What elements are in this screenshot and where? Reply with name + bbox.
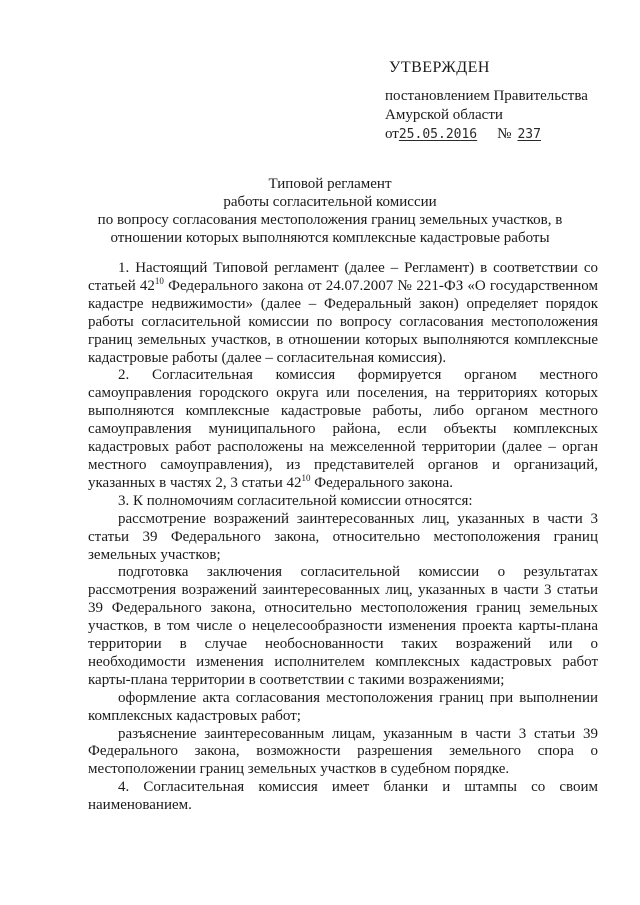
- document-body: [88, 260, 598, 815]
- date-label: от: [385, 126, 399, 142]
- title-line-4: отношении которых выполняются комплексные кадастровые работы: [110, 230, 550, 246]
- approval-line-1: постановлением Правительства: [385, 88, 588, 104]
- title-line-2: работы согласительной комиссии: [223, 194, 437, 210]
- paragraph-2-text-a: 2. Согласительная комиссия формируется органом местного самоуправления городского округа или поселения, на территориях которых выполняются комплексные кадастровые работы, либо органом местного самоуправления муниципального района, если объекты комплексных кадастровых работ расположены на межселенной территории (далее – орган местного самоуправления), из представителей органов и организаций, указанных в частях 2, 3 статьи 42: [88, 367, 598, 491]
- paragraph-2-text-b: Федерального закона.: [310, 474, 454, 491]
- number-value: 237: [517, 127, 541, 142]
- paragraph-3: 3. К полномочиям согласительной комиссии относятся:: [118, 492, 473, 509]
- approval-date-line: [385, 125, 625, 144]
- paragraph-1: [88, 260, 598, 367]
- paragraph-1-text-a: 1. Настоящий Типовой регламент (далее – Регламент) в соответствии со статьей 42: [88, 260, 598, 294]
- paragraph-6: оформление акта согласования местоположения границ при выполнении комплексных кадастровых работ;: [88, 689, 598, 724]
- title-line-1: Типовой регламент: [268, 176, 392, 192]
- approval-line-2: Амурской области: [385, 107, 503, 123]
- paragraph-1-text-b: Федерального закона от 24.07.2007 № 221-ФЗ «О государственном кадастре недвижимости» (далее – Федеральный закон) определяет порядок работы согласительной комиссии по вопросу согласования местоположения границ земельных участков, в отношении которых выполняются комплексные кадастровые работы (далее – согласительная комиссия).: [88, 277, 598, 366]
- approval-block: [385, 58, 625, 144]
- paragraph-2-superscript: 10: [301, 472, 311, 483]
- paragraph-1-superscript: 10: [154, 275, 164, 286]
- number-label: №: [497, 126, 512, 142]
- paragraph-4: рассмотрение возражений заинтересованных лиц, указанных в части 3 статьи 39 Федерального закона, относительно местоположения границ земельных участков;: [88, 510, 598, 563]
- paragraph-5: подготовка заключения согласительной комиссии о результатах рассмотрения возражений заинтересованных лиц, указанных в части 3 статьи 39 Федерального закона, относительно местоположения границ земельных участков, в том числе о нецелесообразности изменения проекта карты-плана территории в случае необоснованности таких возражений или о необходимости изменения исполнителем комплексных кадастровых работ карты-плана территории в соответствии с такими возражениями;: [88, 564, 598, 688]
- paragraph-7: разъяснение заинтересованным лицам, указанным в части 3 статьи 39 Федерального закона, возможности разрешения земельного спора о местоположении границ земельных участков в судебном порядке.: [88, 725, 598, 778]
- date-value: 25.05.2016: [398, 127, 478, 142]
- paragraph-8: 4. Согласительная комиссия имеет бланки и штампы со своим наименованием.: [88, 779, 598, 814]
- title-line-3: по вопросу согласования местоположения границ земельных участков, в: [97, 212, 563, 228]
- document-title: [60, 175, 600, 247]
- paragraph-2: [88, 367, 598, 492]
- approved-heading: УТВЕРЖДЕН: [389, 59, 490, 76]
